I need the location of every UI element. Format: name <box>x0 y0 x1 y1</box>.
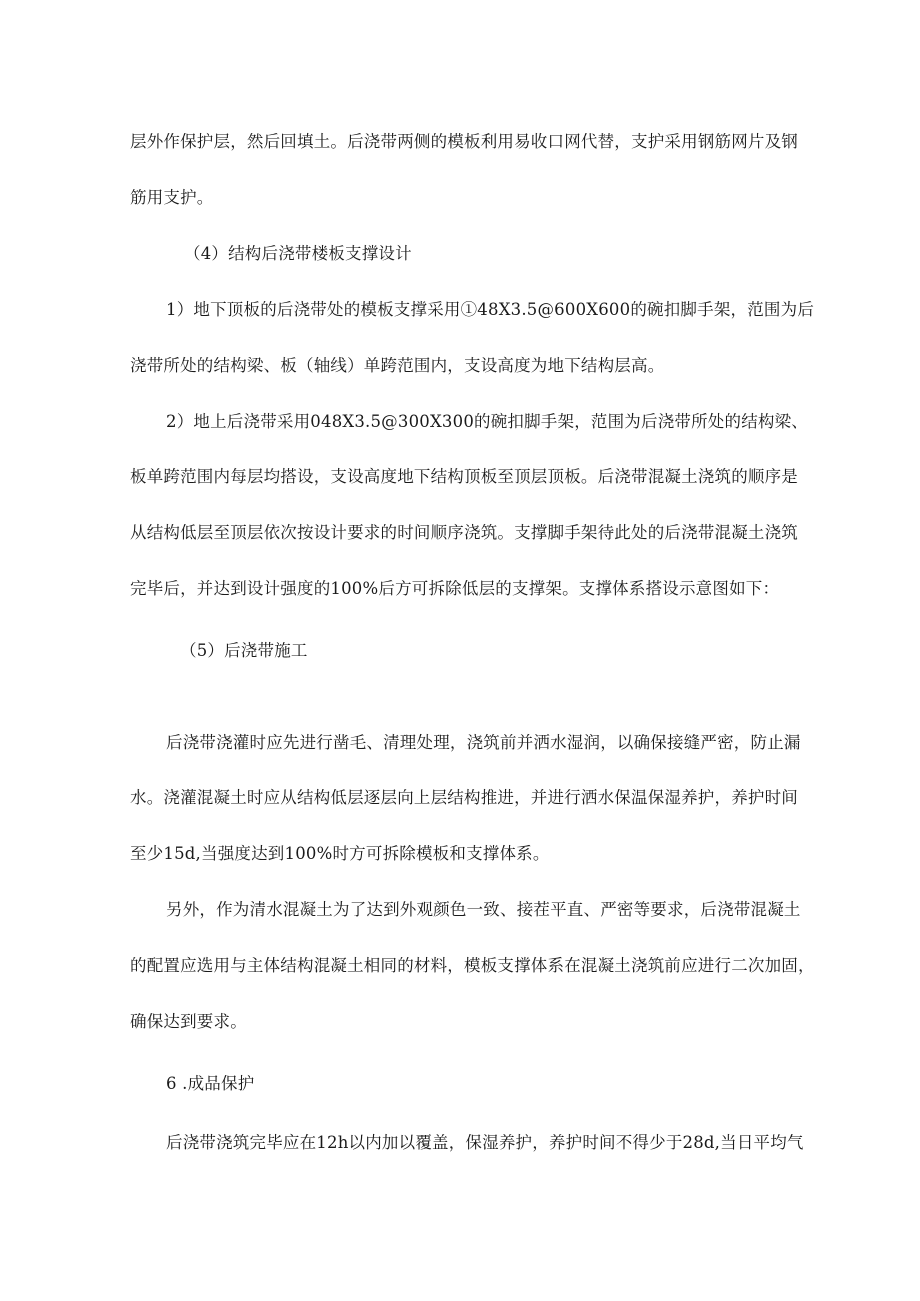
text-line: 层外作保护层，然后回填土。后浇带两侧的模板利用易收口网代替，支护采用钢筋网片及钢 <box>130 132 798 151</box>
section-heading: （5）后浇带施工 <box>180 641 308 660</box>
text-line: 水。浇灌混凝土时应从结构低层逐层向上层结构推进，并进行洒水保温保湿养护，养护时间 <box>130 788 798 807</box>
text-line: 另外，作为清水混凝土为了达到外观颜色一致、接茬平直、严密等要求，后浇带混凝土 <box>166 900 801 919</box>
text-line: 从结构低层至顶层依次按设计要求的时间顺序浇筑。支撑脚手架待此处的后浇带混凝土浇筑 <box>130 523 798 542</box>
text-line: 1）地下顶板的后浇带处的模板支撑采用①48X3.5@600X600的碗扣脚手架，范围为后 <box>166 300 815 319</box>
text-line: 后浇带浇灌时应先进行凿毛、清理处理，浇筑前并洒水湿润，以确保接缝严密，防止漏 <box>166 733 801 752</box>
text-line: 后浇带浇筑完毕应在12h以内加以覆盖，保湿养护，养护时间不得少于28d,当日平均气 <box>166 1133 804 1152</box>
text-line: 板单跨范围内每层均搭设，支设高度地下结构顶板至顶层顶板。后浇带混凝土浇筑的顺序是 <box>130 467 798 486</box>
text-line: 筋用支护。 <box>130 188 214 207</box>
text-line: 的配置应选用与主体结构混凝土相同的材料，模板支撑体系在混凝土浇筑前应进行二次加固， <box>130 956 815 975</box>
text-line: 至少15d,当强度达到100%时方可拆除模板和支撑体系。 <box>130 844 550 863</box>
text-line: 完毕后，并达到设计强度的100%后方可拆除低层的支撑架。支撑体系搭设示意图如下： <box>130 579 780 598</box>
section-heading: 6 .成品保护 <box>166 1074 255 1093</box>
text-line: 确保达到要求。 <box>130 1012 247 1031</box>
text-line: 浇带所处的结构梁、板（轴线）单跨范围内，支设高度为地下结构层高。 <box>130 356 665 375</box>
text-line: 2）地上后浇带采用048X3.5@300X300的碗扣脚手架，范围为后浇带所处的结构梁、 <box>166 412 809 431</box>
section-heading: （4）结构后浇带楼板支撑设计 <box>184 244 412 263</box>
